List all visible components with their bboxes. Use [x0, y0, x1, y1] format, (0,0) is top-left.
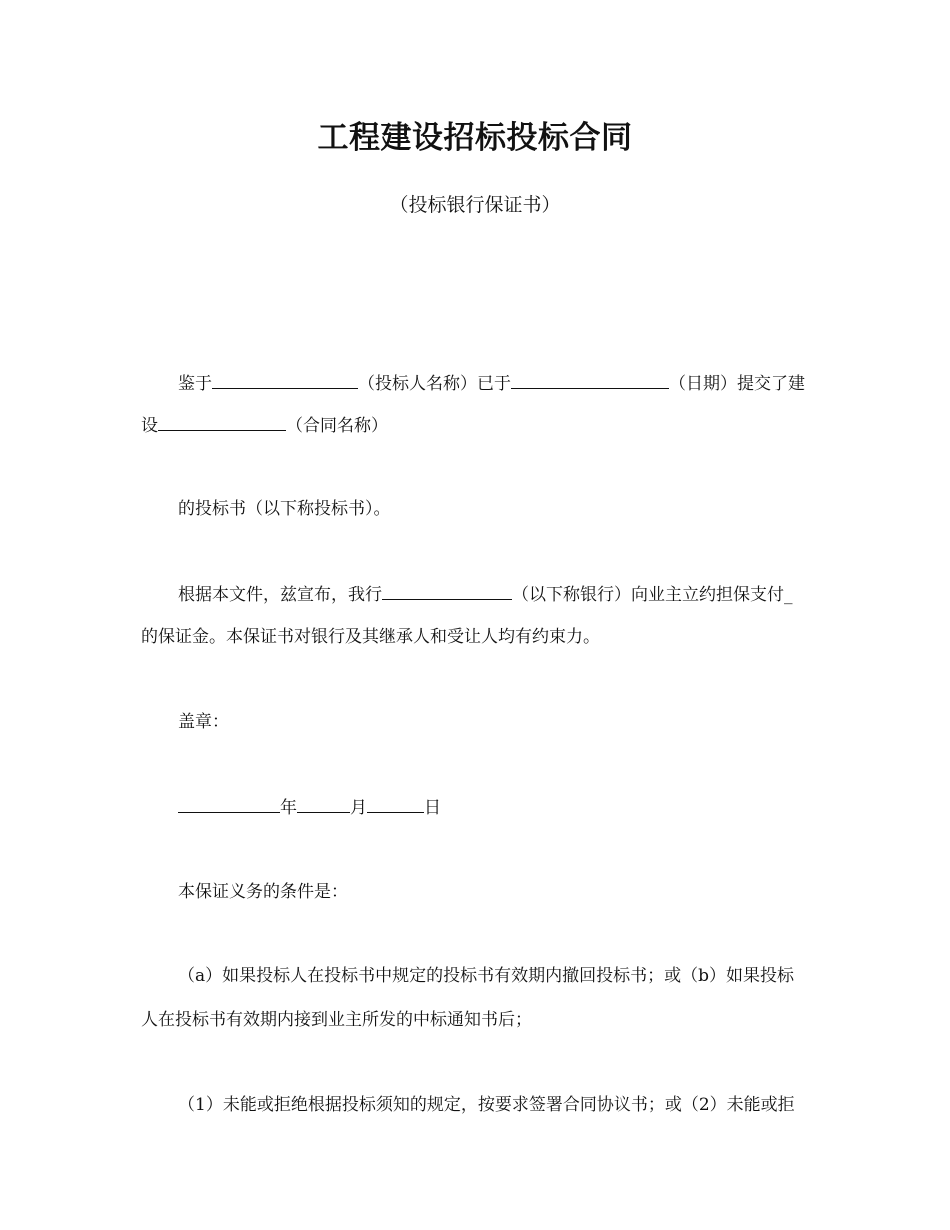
text-segment: （投标人名称）已于: [358, 374, 511, 394]
paragraph-seal: 盖章：: [178, 712, 229, 732]
fill-blank-year: [178, 795, 280, 813]
text-segment: （日期）提交了建: [669, 374, 805, 394]
paragraph-bid-reference: 的投标书（以下称投标书）。: [178, 499, 391, 519]
date-day-label: 日: [424, 798, 441, 818]
paragraph-declaration-line1: [178, 582, 793, 607]
fill-blank-bidder-name: [212, 371, 358, 389]
document-subtitle: （投标银行保证书）: [389, 194, 561, 216]
paragraph-conditions-heading: 本保证义务的条件是：: [178, 882, 348, 902]
fill-blank-date: [511, 371, 669, 389]
paragraph-whereas-line1: [178, 371, 805, 396]
fill-blank-contract-name: [158, 413, 286, 431]
fill-blank-bank-name: [382, 582, 512, 600]
paragraph-whereas-line2: [141, 413, 388, 438]
text-segment: 鉴于: [178, 374, 212, 394]
paragraph-condition-a-line2: 人在投标书有效期内接到业主所发的中标通知书后；: [141, 1010, 532, 1030]
paragraph-condition-1-line1: （1）未能或拒绝根据投标须知的规定，按要求签署合同协议书；或（2）未能或拒: [178, 1095, 795, 1115]
date-month-label: 月: [350, 798, 367, 818]
fill-blank-month: [297, 795, 350, 813]
date-line: [178, 795, 441, 820]
paragraph-condition-a-line1: （a）如果投标人在投标书中规定的投标书有效期内撤回投标书；或（b）如果投标: [178, 966, 795, 986]
text-segment: 设: [141, 416, 158, 436]
text-segment: （以下称银行）向业主立约担保支付_: [512, 585, 793, 605]
text-segment: （合同名称）: [286, 416, 388, 436]
date-year-label: 年: [280, 798, 297, 818]
paragraph-declaration-line2: 的保证金。本保证书对银行及其继承人和受让人均有约束力。: [141, 627, 600, 647]
document-title: 工程建设招标投标合同: [317, 120, 633, 156]
fill-blank-day: [367, 795, 424, 813]
text-segment: 根据本文件，兹宣布，我行: [178, 585, 382, 605]
